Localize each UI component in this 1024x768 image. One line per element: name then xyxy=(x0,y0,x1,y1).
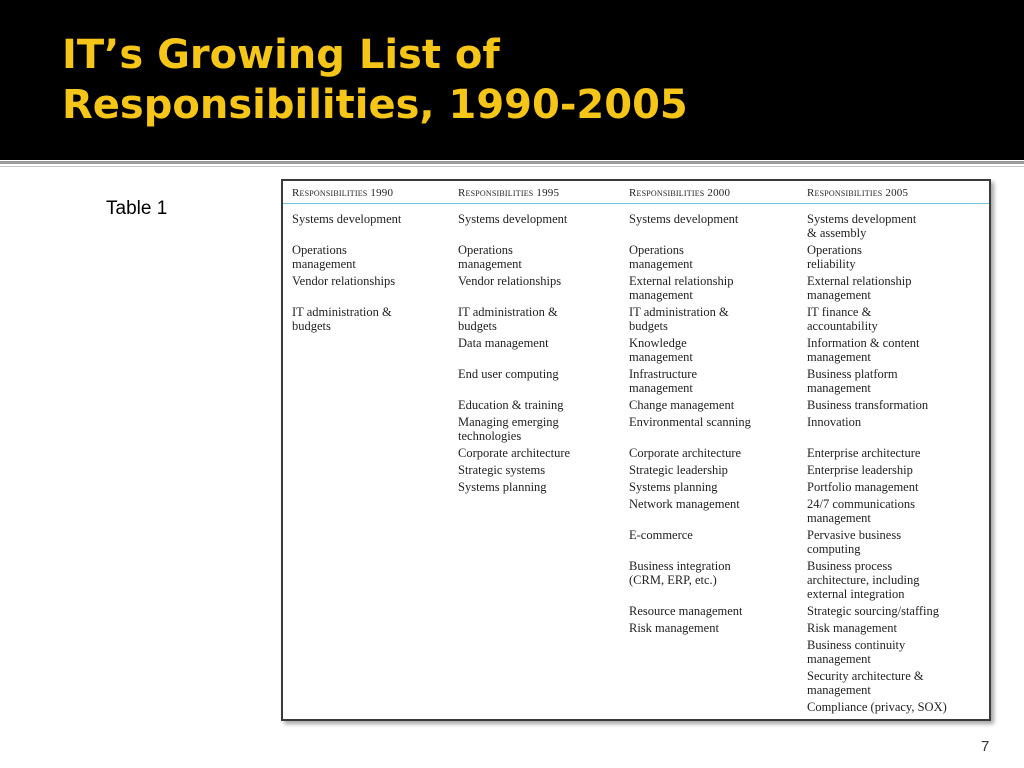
cell-2000-item-2: Operations management xyxy=(629,243,693,271)
cell-2005-item-2: Operations reliability xyxy=(807,243,862,271)
cell-2000-item-7: Change management xyxy=(629,398,735,412)
cell-2000-item-9: Corporate architecture xyxy=(629,446,742,460)
cell-1995-item-7: Education & training xyxy=(458,398,564,412)
slide-title xyxy=(62,30,962,130)
cell-1995-item-9: Corporate architecture xyxy=(458,446,571,460)
cell-1990-item-3: Vendor relationships xyxy=(292,274,396,288)
cell-2005-item-18: Security architecture & management xyxy=(807,669,924,697)
column-header-1990: Responsibilities 1990 xyxy=(292,187,394,199)
cell-1995-item-8: Managing emerging technologies xyxy=(458,415,559,443)
cell-2000-item-13: E-commerce xyxy=(629,528,693,542)
cell-2005-item-13: Pervasive business computing xyxy=(807,528,902,556)
cell-2000-item-3: External relationship management xyxy=(629,274,734,302)
cell-2005-item-5: Information & content management xyxy=(807,336,920,364)
cell-2000-item-5: Knowledge management xyxy=(629,336,693,364)
cell-2005-item-14: Business process architecture, including external integration xyxy=(807,559,920,601)
title-divider xyxy=(0,161,1024,164)
cell-2005-item-12: 24/7 communications management xyxy=(807,497,915,525)
title-line-2: Responsibilities, 1990-2005 xyxy=(62,82,688,128)
cell-2005-item-1: Systems development & assembly xyxy=(807,212,917,240)
cell-1995-item-2: Operations management xyxy=(458,243,522,271)
cell-2000-item-16: Risk management xyxy=(629,621,719,635)
cell-2005-item-4: IT finance & accountability xyxy=(807,305,878,333)
cell-1995-item-1: Systems development xyxy=(458,212,568,226)
cell-2005-item-10: Enterprise leadership xyxy=(807,463,913,477)
cell-2005-item-11: Portfolio management xyxy=(807,480,919,494)
cell-2005-item-7: Business transformation xyxy=(807,398,929,412)
column-header-1995: Responsibilities 1995 xyxy=(458,187,560,199)
cell-2000-item-1: Systems development xyxy=(629,212,739,226)
cell-2005-item-8: Innovation xyxy=(807,415,862,429)
responsibilities-table xyxy=(281,179,991,721)
cell-2000-item-6: Infrastructure management xyxy=(629,367,698,395)
cell-2000-item-10: Strategic leadership xyxy=(629,463,728,477)
column-header-2005: Responsibilities 2005 xyxy=(807,187,909,199)
cell-1995-item-10: Strategic systems xyxy=(458,463,546,477)
page-number: 7 xyxy=(981,738,990,755)
cell-2005-item-6: Business platform management xyxy=(807,367,898,395)
cell-1995-item-3: Vendor relationships xyxy=(458,274,562,288)
cell-1995-item-4: IT administration & budgets xyxy=(458,305,558,333)
title-line-1: IT’s Growing List of xyxy=(62,32,500,78)
table-caption: Table 1 xyxy=(106,198,168,219)
table-header-row xyxy=(283,181,989,204)
cell-2000-item-15: Resource management xyxy=(629,604,743,618)
column-header-2000: Responsibilities 2000 xyxy=(629,187,731,199)
cell-1995-item-6: End user computing xyxy=(458,367,559,381)
title-divider-thin xyxy=(0,166,1024,167)
cell-1990-item-2: Operations management xyxy=(292,243,356,271)
cell-2000-item-14: Business integration (CRM, ERP, etc.) xyxy=(629,559,731,587)
cell-2005-item-9: Enterprise architecture xyxy=(807,446,921,460)
cell-1995-item-11: Systems planning xyxy=(458,480,547,494)
cell-2000-item-4: IT administration & budgets xyxy=(629,305,729,333)
cell-2000-item-8: Environmental scanning xyxy=(629,415,751,429)
title-bar xyxy=(0,0,1024,160)
cell-1990-item-1: Systems development xyxy=(292,212,402,226)
cell-2005-item-17: Business continuity management xyxy=(807,638,906,666)
cell-2000-item-11: Systems planning xyxy=(629,480,718,494)
cell-2005-item-19: Compliance (privacy, SOX) xyxy=(807,700,947,714)
cell-2000-item-12: Network management xyxy=(629,497,740,511)
cell-2005-item-3: External relationship management xyxy=(807,274,912,302)
cell-2005-item-15: Strategic sourcing/staffing xyxy=(807,604,940,618)
cell-1995-item-5: Data management xyxy=(458,336,549,350)
cell-1990-item-4: IT administration & budgets xyxy=(292,305,392,333)
cell-2005-item-16: Risk management xyxy=(807,621,897,635)
